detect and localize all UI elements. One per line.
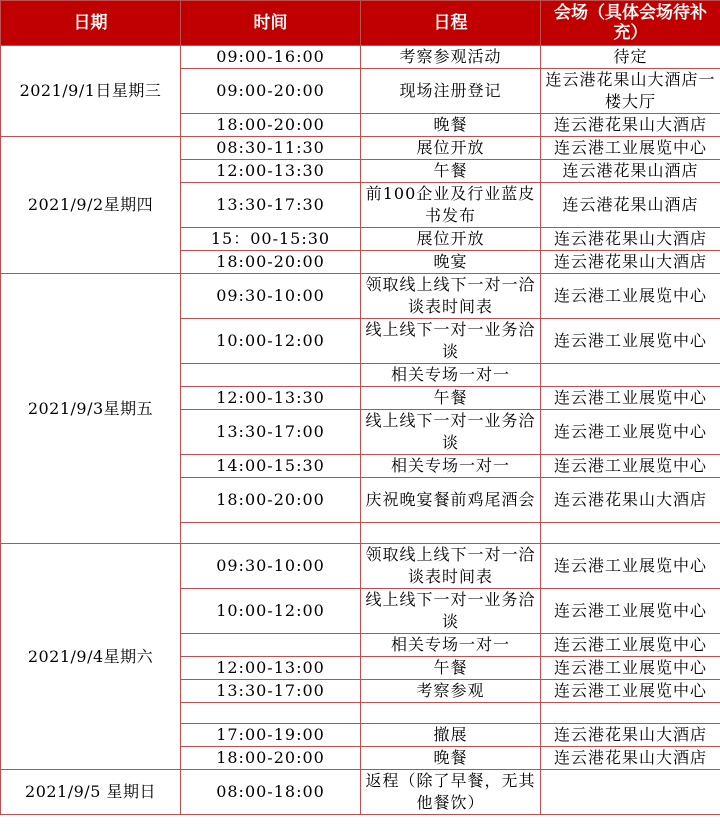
time-cell: 18:00-20:00 [181,114,361,137]
event-cell [361,523,541,544]
time-cell: 12:00-13:00 [181,657,361,680]
venue-cell [541,364,720,387]
time-cell: 10:00-12:00 [181,319,361,364]
venue-cell: 连云港花果山大酒店一楼大厅 [541,69,720,114]
event-cell: 相关专场一对一 [361,455,541,478]
time-cell: 18:00-20:00 [181,747,361,770]
time-cell: 09:00-20:00 [181,69,361,114]
event-cell: 晚餐 [361,747,541,770]
time-cell: 12:00-13:30 [181,387,361,410]
event-cell: 午餐 [361,160,541,183]
table-row [1,46,720,69]
venue-cell: 待定 [541,46,720,69]
venue-cell: 连云港工业展览中心 [541,680,720,703]
venue-cell: 连云港花果山大酒店 [541,228,720,251]
header-date: 日期 [1,1,181,46]
time-cell: 13:30-17:00 [181,680,361,703]
time-cell: 18:00-20:00 [181,251,361,274]
venue-cell: 连云港工业展览中心 [541,274,720,319]
time-cell: 15：00-15:30 [181,228,361,251]
time-cell [181,703,361,724]
venue-cell: 连云港花果山大酒店 [541,747,720,770]
venue-cell: 连云港花果山酒店 [541,183,720,228]
event-cell: 午餐 [361,657,541,680]
event-cell: 撤展 [361,724,541,747]
time-cell: 17:00-19:00 [181,724,361,747]
table-row [1,544,720,589]
date-cell: 2021/9/2星期四 [1,137,181,274]
date-cell: 2021/9/5 星期日 [1,770,181,815]
event-cell: 线上线下一对一业务洽谈 [361,589,541,634]
venue-cell [541,523,720,544]
venue-cell: 连云港工业展览中心 [541,319,720,364]
event-cell: 考察参观活动 [361,46,541,69]
event-cell: 领取线上线下一对一洽谈表时间表 [361,274,541,319]
time-cell: 09:30-10:00 [181,274,361,319]
table-row [1,770,720,815]
venue-cell: 连云港花果山大酒店 [541,724,720,747]
event-cell: 现场注册登记 [361,69,541,114]
venue-cell: 连云港工业展览中心 [541,455,720,478]
event-cell: 晚宴 [361,251,541,274]
event-cell: 庆祝晚宴餐前鸡尾酒会 [361,478,541,523]
header-event: 日程 [361,1,541,46]
venue-cell: 连云港工业展览中心 [541,137,720,160]
header-time: 时间 [181,1,361,46]
time-cell: 18:00-20:00 [181,478,361,523]
time-cell [181,364,361,387]
date-cell: 2021/9/3星期五 [1,274,181,544]
event-cell: 展位开放 [361,228,541,251]
date-cell: 2021/9/4星期六 [1,544,181,770]
venue-cell [541,770,720,815]
time-cell: 10:00-12:00 [181,589,361,634]
event-cell: 午餐 [361,387,541,410]
time-cell: 14:00-15:30 [181,455,361,478]
event-cell: 线上线下一对一业务洽谈 [361,410,541,455]
venue-cell: 连云港花果山大酒店 [541,251,720,274]
event-cell: 前100企业及行业蓝皮书发布 [361,183,541,228]
venue-cell: 连云港工业展览中心 [541,410,720,455]
event-cell: 相关专场一对一 [361,364,541,387]
time-cell [181,523,361,544]
venue-cell: 连云港工业展览中心 [541,544,720,589]
event-cell [361,703,541,724]
event-cell: 晚餐 [361,114,541,137]
venue-cell: 连云港花果山大酒店 [541,478,720,523]
time-cell [181,634,361,657]
time-cell: 08:30-11:30 [181,137,361,160]
time-cell: 13:30-17:00 [181,410,361,455]
header-venue: 会场（具体会场待补充） [541,1,720,46]
header-row [1,1,720,46]
venue-cell: 连云港工业展览中心 [541,589,720,634]
time-cell: 13:30-17:30 [181,183,361,228]
event-cell: 领取线上线下一对一洽谈表时间表 [361,544,541,589]
time-cell: 08:00-18:00 [181,770,361,815]
venue-cell [541,703,720,724]
event-cell: 展位开放 [361,137,541,160]
event-cell: 线上线下一对一业务洽谈 [361,319,541,364]
time-cell: 09:00-16:00 [181,46,361,69]
time-cell: 09:30-10:00 [181,544,361,589]
table-row [1,274,720,319]
event-cell: 返程（除了早餐，无其他餐饮） [361,770,541,815]
event-cell: 考察参观 [361,680,541,703]
time-cell: 12:00-13:30 [181,160,361,183]
table-row [1,137,720,160]
venue-cell: 连云港花果山大酒店 [541,114,720,137]
venue-cell: 连云港工业展览中心 [541,387,720,410]
venue-cell: 连云港花果山酒店 [541,160,720,183]
date-cell: 2021/9/1日星期三 [1,46,181,137]
event-cell: 相关专场一对一 [361,634,541,657]
venue-cell: 连云港工业展览中心 [541,634,720,657]
venue-cell: 连云港工业展览中心 [541,657,720,680]
